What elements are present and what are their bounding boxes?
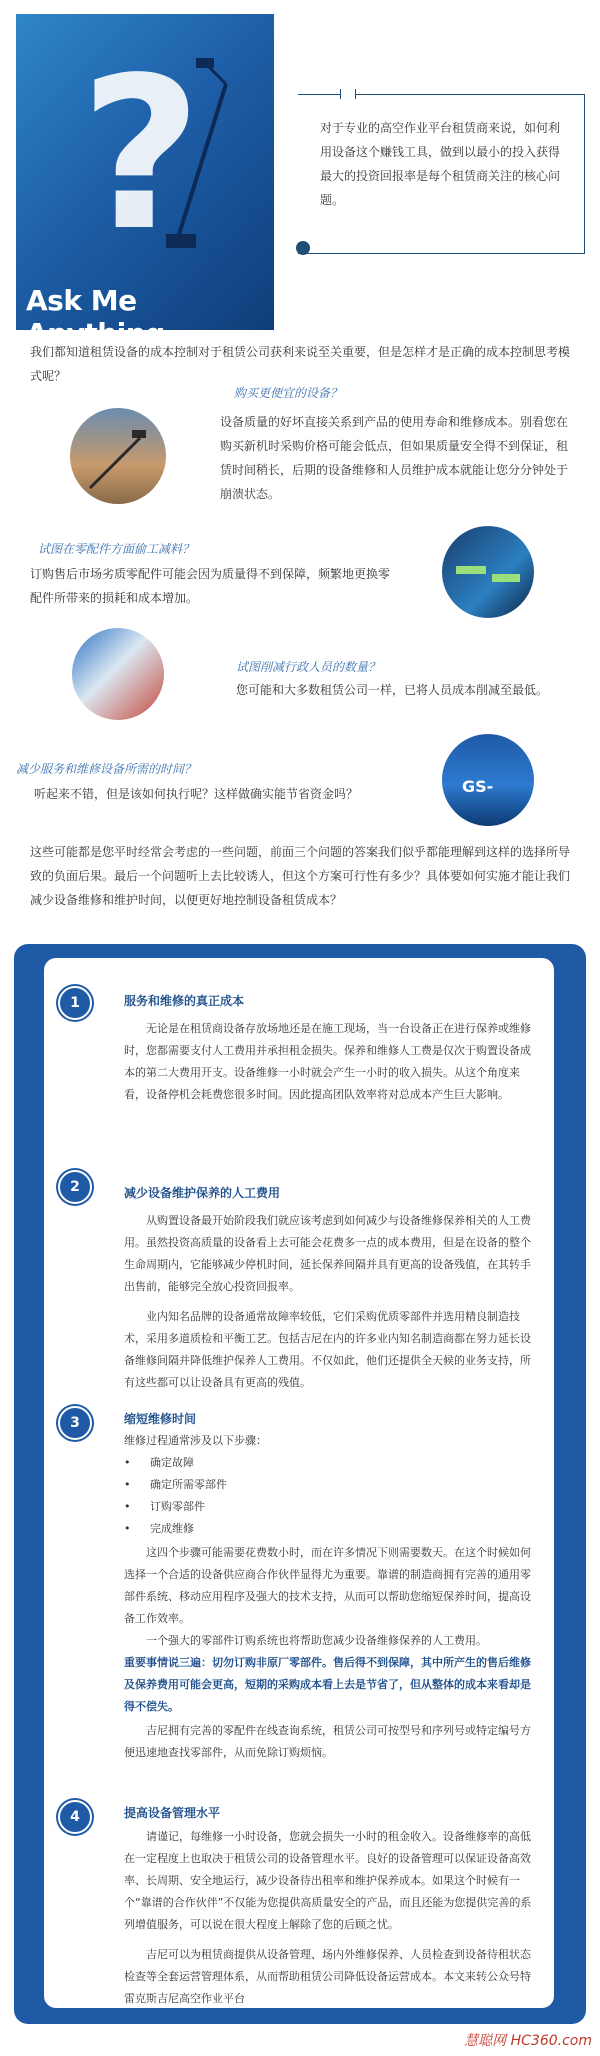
question-1: 购买更便宜的设备？: [234, 386, 343, 400]
section-body-4b: 吉尼可以为租赁商提供从设备管理、场内外维修保养、人员检查到设备待租状态检查等全套运营管理体系，从而帮助租赁公司降低设备运营成本。本文来转公众号特雷克斯吉尼高空作业平台: [124, 1948, 531, 2005]
step-number-1: 1: [58, 986, 92, 1020]
answer-4: 听起来不错，但是该如何执行呢？这样做确实能节省资金吗？: [34, 787, 359, 801]
list-item: • 完成维修: [124, 1518, 538, 1540]
label-icon: [442, 734, 534, 826]
section-body-4a: 请谨记，每维修一小时设备，您就会损失一小时的租金收入。设备维修率的高低在一定程度上也取决于租赁公司的设备管理水平。良好的设备管理可以保证设备高效率、长周期、安全地运行，减少设备待出租率和维护保养成本。如果这个时候有一个“靠谱的合作伙伴”不仅能为您提供高质量安全的产品，而且还能为您提供完善的系列增值服务，可以说在很大程度上解除了您的后顾之忧。: [124, 1830, 532, 1931]
hero-banner: [16, 14, 274, 350]
section-closing-3: 吉尼拥有完善的零配件在线查询系统，租赁公司可按型号和序列号或特定编号方便迅速地查找零部件，从而免除订购烦恼。: [124, 1724, 531, 1759]
list-item: • 确定所需零部件: [124, 1474, 538, 1496]
watermark-logo: 慧聪网 HC360.com: [464, 2033, 592, 2049]
intro-text: 对于专业的高空作业平台租赁商来说，如何利用设备这个赚钱工具，做到以最小的投入获得最大的投资回报率是每个租赁商关注的核心问题。: [320, 121, 561, 207]
question-3: 试图削减行政人员的数量？: [236, 660, 381, 674]
crane-silhouette-icon: [70, 408, 166, 504]
question-4: 减少服务和维修设备所需的时间？: [16, 762, 197, 776]
tips-panel: [14, 944, 586, 2024]
list-item: • 订购零部件: [124, 1496, 538, 1518]
section-title-3: 缩短维修时间: [124, 1412, 197, 1426]
photo-staff-circle: [72, 628, 164, 720]
step-number-2: 2: [58, 1170, 92, 1204]
section-lead-3: 维修过程通常涉及以下步骤：: [124, 1434, 267, 1447]
section-body-3a: 这四个步骤可能需要花费数小时，而在许多情况下则需要数天。在这个时候如何选择一个合适的设备供应商合作伙伴显得尤为重要。靠谱的制造商拥有完善的通用零部件系统、移动应用程序及强大的技术支持，从而可以帮助您缩短保养时间，提高设备工作效率。: [124, 1546, 531, 1625]
section-body-2b: 业内知名品牌的设备通常故障率较低，它们采购优质零部件并选用精良制造技术，采用多道质检和平衡工艺。包括吉尼在内的许多业内知名制造商都在努力延长设备维修间隔并降低维护保养人工费用。不仅如此，他们还提供全天候的业务支持，所有这些都可以让设备具有更高的残值。: [124, 1310, 531, 1389]
photo-machine-circle: [70, 408, 166, 504]
svg-text:GS-: GS-: [462, 777, 494, 796]
step-number-4: 4: [58, 1800, 92, 1834]
question-mark-graphic: ?: [80, 32, 202, 277]
lead-paragraph: 我们都知道租赁设备的成本控制对于租赁公司获利来说至关重要，但是怎样才是正确的成本控制思考模式呢？: [30, 345, 571, 383]
step-number-3: 3: [58, 1406, 92, 1440]
parts-icon: [442, 526, 534, 618]
answer-2: 订购售后市场劣质零配件可能会因为质量得不到保障，频繁地更换零配件所带来的损耗和成本增加。: [30, 567, 391, 605]
section-highlight-3: 重要事情说三遍：切勿订购非原厂零部件。售后得不到保障，其中所产生的售后维修及保养费用可能会更高，短期的采购成本看上去是节省了，但从整体的成本来看却是得不偿失。: [124, 1656, 531, 1713]
section-title-2: 减少设备维护保养的人工费用: [124, 1186, 281, 1200]
list-item: • 确定故障: [124, 1452, 538, 1474]
section-body-1: 无论是在租赁商设备存放场地还是在施工现场，当一台设备正在进行保养或维修时，您都需要支付人工费用并承担租金损失。保养和维修人工费是仅次于购置设备成本的第二大费用开支。设备维修一小时就会产生一小时的收入损失。从这个角度来看，设备停机会耗费您很多时间。因此提高团队效率将对总成本产生巨大影响。: [124, 1022, 531, 1101]
answer-1: 设备质量的好坏直接关系到产品的使用寿命和维修成本。别看您在购买新机时采购价格可能会低点，但如果质量安全得不到保证，租赁时间稍长，后期的设备维修和人员维护成本就能让您分分钟处于崩溃状态。: [220, 415, 569, 501]
intro-box-dot: [296, 241, 310, 255]
section-title-1: 服务和维修的真正成本: [124, 994, 245, 1008]
section-title-4: 提高设备管理水平: [124, 1806, 221, 1820]
section-body-3b: 一个强大的零部件订购系统也将帮助您减少设备维修保养的人工费用。: [146, 1634, 487, 1647]
summary-paragraph: 这些可能都是您平时经常会考虑的一些问题，前面三个问题的答案我们似乎都能理解到这样的选择所导致的负面后果。最后一个问题听上去比较诱人，但这个方案可行性有多少？具体要如何实施才能让我们减少设备维修和维护时间，以便更好地控制设备租赁成本？: [30, 845, 571, 907]
photo-parts-circle: [442, 526, 534, 618]
question-2: 试图在零配件方面偷工减料？: [38, 542, 195, 556]
section-body-2a: 从购置设备最开始阶段我们就应该考虑到如何减少与设备维修保养相关的人工费用。虽然投资高质量的设备看上去可能会花费多一点的成本费用，但是在设备的整个生命周期内，它能够减少停机时间，延长保养间隔并具有更高的设备残值，在其转手出售前，能够完全放心投资回报率。: [124, 1214, 531, 1293]
tips-panel-inner: [44, 958, 554, 2008]
photo-machine-label-circle: [442, 734, 534, 826]
steps-list: [124, 1452, 538, 1540]
intro-box-tick: [340, 89, 356, 99]
hero-title: Ask Me Anything: [26, 284, 165, 350]
answer-3: 您可能和大多数租赁公司一样，已将人员成本削减至最低。: [236, 683, 549, 697]
